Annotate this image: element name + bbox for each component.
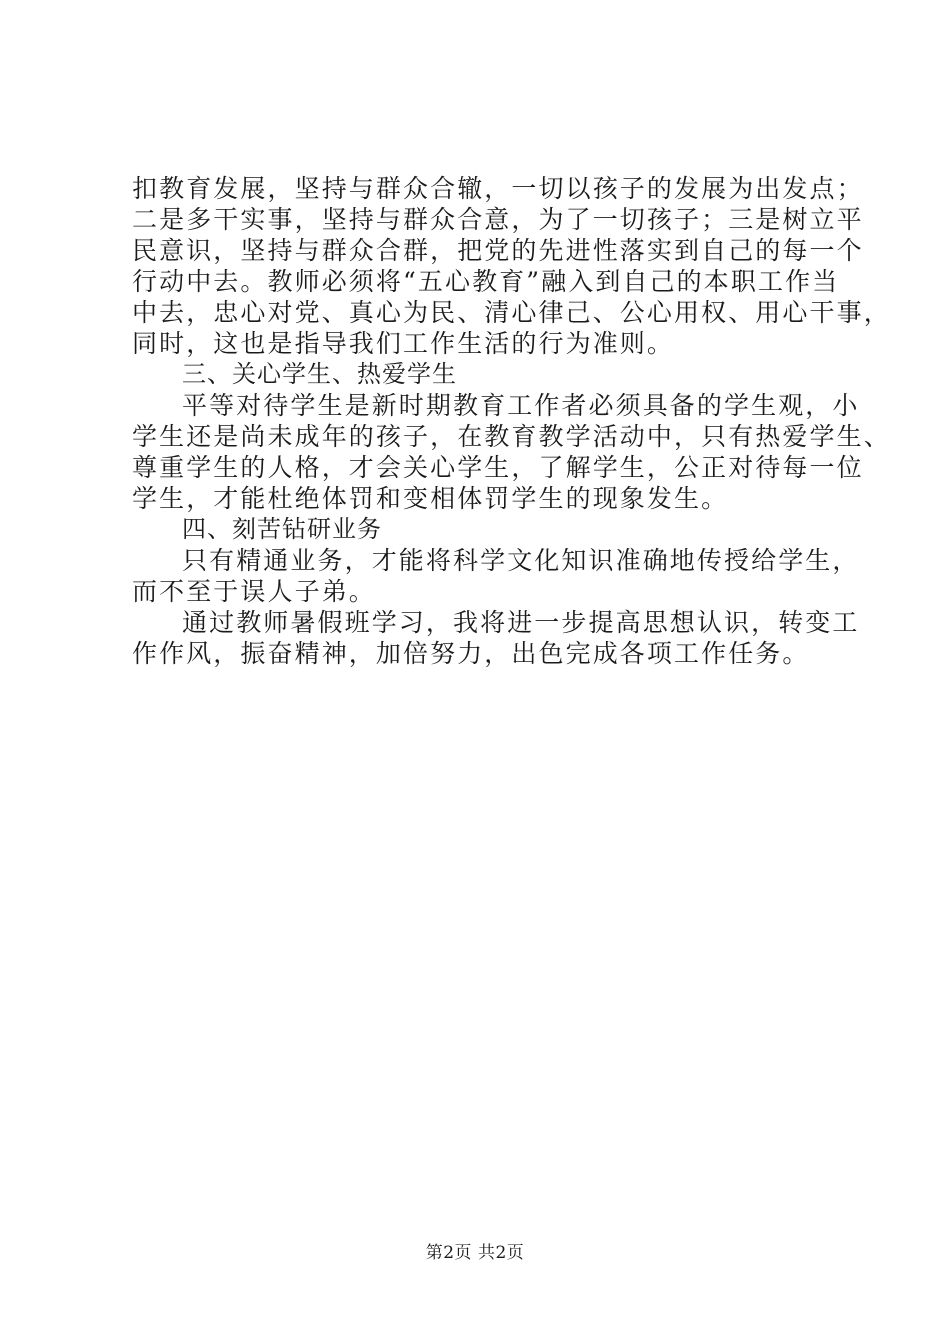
text-line: 扣教育发展，坚持与群众合辙，一切以孩子的发展为出发点；	[132, 174, 864, 203]
text-line: 行动中去。教师必须将“五心教育”融入到自己的本职工作当	[132, 267, 840, 296]
section-heading: 四、刻苦钻研业务	[182, 515, 382, 543]
text-line: 民意识，坚持与群众合群，把党的先进性落实到自己的每一个	[132, 236, 864, 265]
page-number-footer: 第2页 共2页	[425, 1243, 525, 1263]
text-line: 学生，才能杜绝体罚和变相体罚学生的现象发生。	[132, 484, 729, 513]
document-body	[132, 173, 891, 669]
text-line: 同时，这也是指导我们工作生活的行为准则。	[132, 329, 675, 358]
section-heading: 三、关心学生、热爱学生	[182, 360, 457, 388]
text-line: 而不至于误人子弟。	[132, 577, 376, 606]
text-line: 作作风，振奋精神，加倍努力，出色完成各项工作任务。	[132, 639, 810, 668]
text-line: 学生还是尚未成年的孩子，在教育教学活动中，只有热爱学生、	[132, 422, 891, 451]
paragraph-first-line: 通过教师暑假班学习，我将进一步提高思想认识，转变工	[182, 608, 860, 637]
text-line: 尊重学生的人格，才会关心学生，了解学生，公正对待每一位	[132, 453, 864, 482]
paragraph-first-line: 只有精通业务，才能将科学文化知识准确地传授给学生，	[182, 546, 860, 575]
text-line: 二是多干实事，坚持与群众合意，为了一切孩子；三是树立平	[132, 205, 864, 234]
paragraph-first-line: 平等对待学生是新时期教育工作者必须具备的学生观，小	[182, 391, 860, 420]
text-line: 中去，忠心对党、真心为民、清心律己、公心用权、用心干事，	[132, 298, 891, 327]
